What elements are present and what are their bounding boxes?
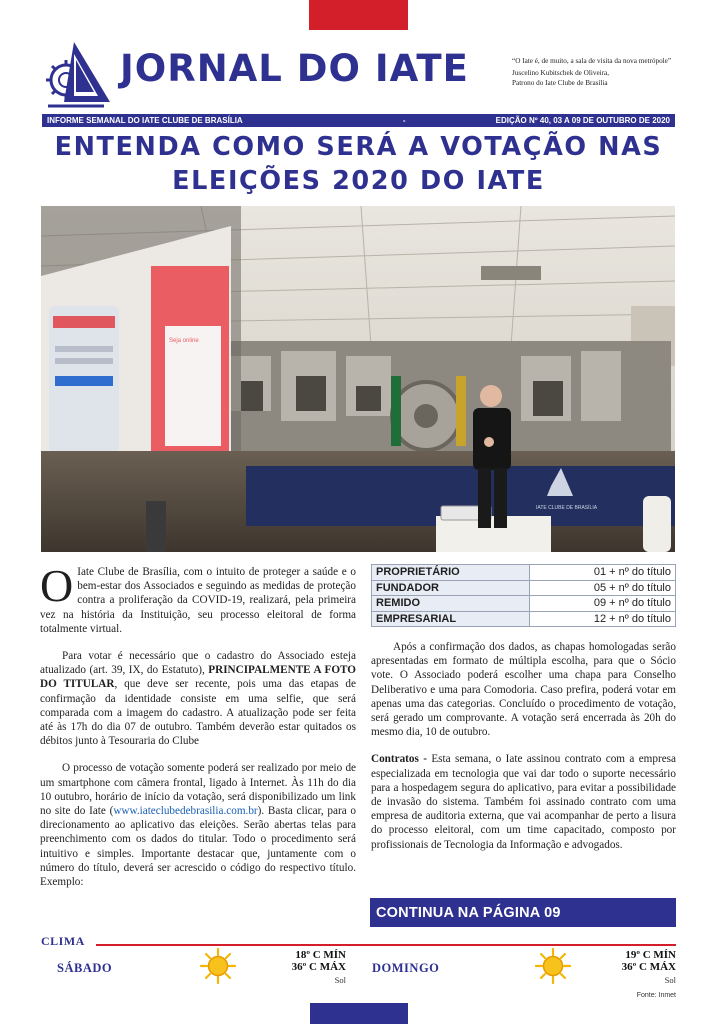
publication-subtitle: INFORME SEMANAL DO IATE CLUBE DE BRASÍLIA (47, 116, 243, 125)
article-column-left (40, 560, 356, 902)
banner-text: IATE CLUBE DE BRASÍLIA (536, 505, 598, 511)
title-category: FUNDADOR (372, 580, 530, 596)
quote-author: Juscelino Kubitschek de Oliveira, (512, 69, 610, 77)
photo-presentation-scene (41, 206, 675, 552)
title-category: PROPRIETÁRIO (372, 565, 530, 581)
title-code-row (372, 565, 676, 581)
title-code-row (372, 611, 676, 627)
headline-line-1: ENTENDA COMO SERÁ A VOTAÇÃO NAS (54, 132, 663, 162)
title-code-row (372, 596, 676, 612)
headline (30, 130, 687, 198)
article-paragraph-5: Contratos - Esta semana, o Iate assinou contrato com a empresa especializada em tecnologia que vai dar todo o suporte necessário para a hospedagem segura do aplicativo, para evitar a possibilidade de invasão do sistema. Também foi assinado contrato com uma empresa de auditoria externa, que vai acompanhar de perto a lisura do processo eleitoral, com um time capacitado, composto por profissionais de Tecnologia da Informação e advogados. (371, 753, 676, 851)
highlight-foto-titular: PRINCIPALMENTE A FOTO DO TITULAR (40, 664, 356, 691)
weather-condition-saturday: Sol (334, 975, 346, 985)
weather-day-sunday: DOMINGO (372, 961, 440, 975)
continua-banner[interactable]: CONTINUA NA PÁGINA 09 (370, 898, 676, 927)
edition-info: EDIÇÃO Nº 40, 03 A 09 DE OUTUBRO DE 2020 (495, 116, 670, 125)
sun-icon (535, 948, 571, 984)
temp-min-sunday: 19º C MÍN (625, 949, 676, 961)
masthead-quote (512, 56, 692, 88)
quote-author-role: Patrono do Iate Clube de Brasília (512, 79, 608, 87)
clima-label: CLIMA (41, 934, 85, 948)
weather-temps-saturday (250, 950, 346, 973)
title-code-table (371, 564, 676, 627)
bottom-blue-bar (310, 1003, 408, 1024)
title-code: 12 + nº do título (529, 611, 675, 627)
article-paragraph-1: O Iate Clube de Brasília, com o intuito de proteger a saúde e o bem-estar dos Associados e seguindo as medidas de proteção contra a proliferação da COVID-19, realizará, pela primeira vez na história da Instituição, seu processo eleitoral de forma totalmente virtual. (40, 560, 356, 635)
temp-min-saturday: 18º C MÍN (295, 949, 346, 961)
top-red-bar (309, 0, 408, 30)
title-category: EMPRESARIAL (372, 611, 530, 627)
weather-day-saturday: SÁBADO (57, 961, 113, 975)
edition-strip (42, 114, 675, 127)
clima-divider (96, 944, 676, 946)
weather-condition-sunday: Sol (664, 975, 676, 985)
dropcap: O (40, 560, 74, 611)
weather-temps-sunday (580, 950, 676, 973)
article-paragraph-4: Após a confirmação dos dados, as chapas homologadas serão apresentadas em formato de múltipla escolha, para que o Sócio vote. O Associado poderá escolher uma chapa para Conselho Deliberativo e uma para Comodoria. Caso prefira, poderá votar em apenas uma das categorias. Concluído o procedimento de votação, será gerado um comprovante. A votação será encerrada às 20h do mesmo dia, 10 de outubro. (371, 641, 676, 739)
title-code: 09 + nº do título (529, 596, 675, 612)
title-code: 05 + nº do título (529, 580, 675, 596)
article-paragraph-2: Para votar é necessário que o cadastro do Associado esteja atualizado (art. 39, IX, do Estatuto), PRINCIPALMENTE A FOTO DO TITULAR, que deve ser recente, pois uma das etapas de confirmação da identidade consiste em uma selfie, que será comparada com a imagem do cadastro. A atualização pode ser feita até às 17h do dia 07 de outubro. Também deverão estar quitados os débitos junto à Tesouraria do Clube (40, 650, 356, 748)
title-category: REMIDO (372, 596, 530, 612)
headline-line-2: ELEIÇÕES 2020 DO IATE (172, 166, 545, 196)
strip-separator: - (402, 116, 406, 125)
iate-sail-logo-icon (44, 40, 112, 110)
quote-text: “O Iate é, de muito, a sala de visita da nova metrópole” (512, 57, 672, 65)
temp-max-sunday: 36º C MÁX (621, 960, 676, 973)
article-paragraph-3: O processo de votação somente poderá ser realizado por meio de um smartphone com câmera frontal, ligado à Internet. Às 11h do dia 10 outubro, horário de início da votação, será disponibilizado um link no site do Iate (www.iateclubedebrasilia.com.br). Basta clicar, para o direcionamento ao aplicativo das eleições. Serão abertas telas para preenchimento com os dados do titular. Todo o procedimento será intuitivo e simples. Importante destacar que, juntamente com o número do título, deverá ser acrescido o código do respectivo título. Exemplo: (40, 762, 356, 889)
temp-max-saturday: 36º C MÁX (291, 960, 346, 973)
contratos-label: Contratos - (371, 753, 432, 766)
title-code: 01 + nº do título (529, 565, 675, 581)
weather-source: Fonte: Inmet (636, 992, 676, 999)
article-column-right (371, 640, 676, 865)
masthead-title: JORNAL DO IATE (120, 47, 469, 90)
title-code-row (372, 580, 676, 596)
main-photo (41, 206, 675, 552)
sun-icon (200, 948, 236, 984)
club-website-link[interactable]: www.iateclubedebrasilia.com.br (113, 805, 258, 818)
slide-text: Seja online (169, 338, 199, 344)
